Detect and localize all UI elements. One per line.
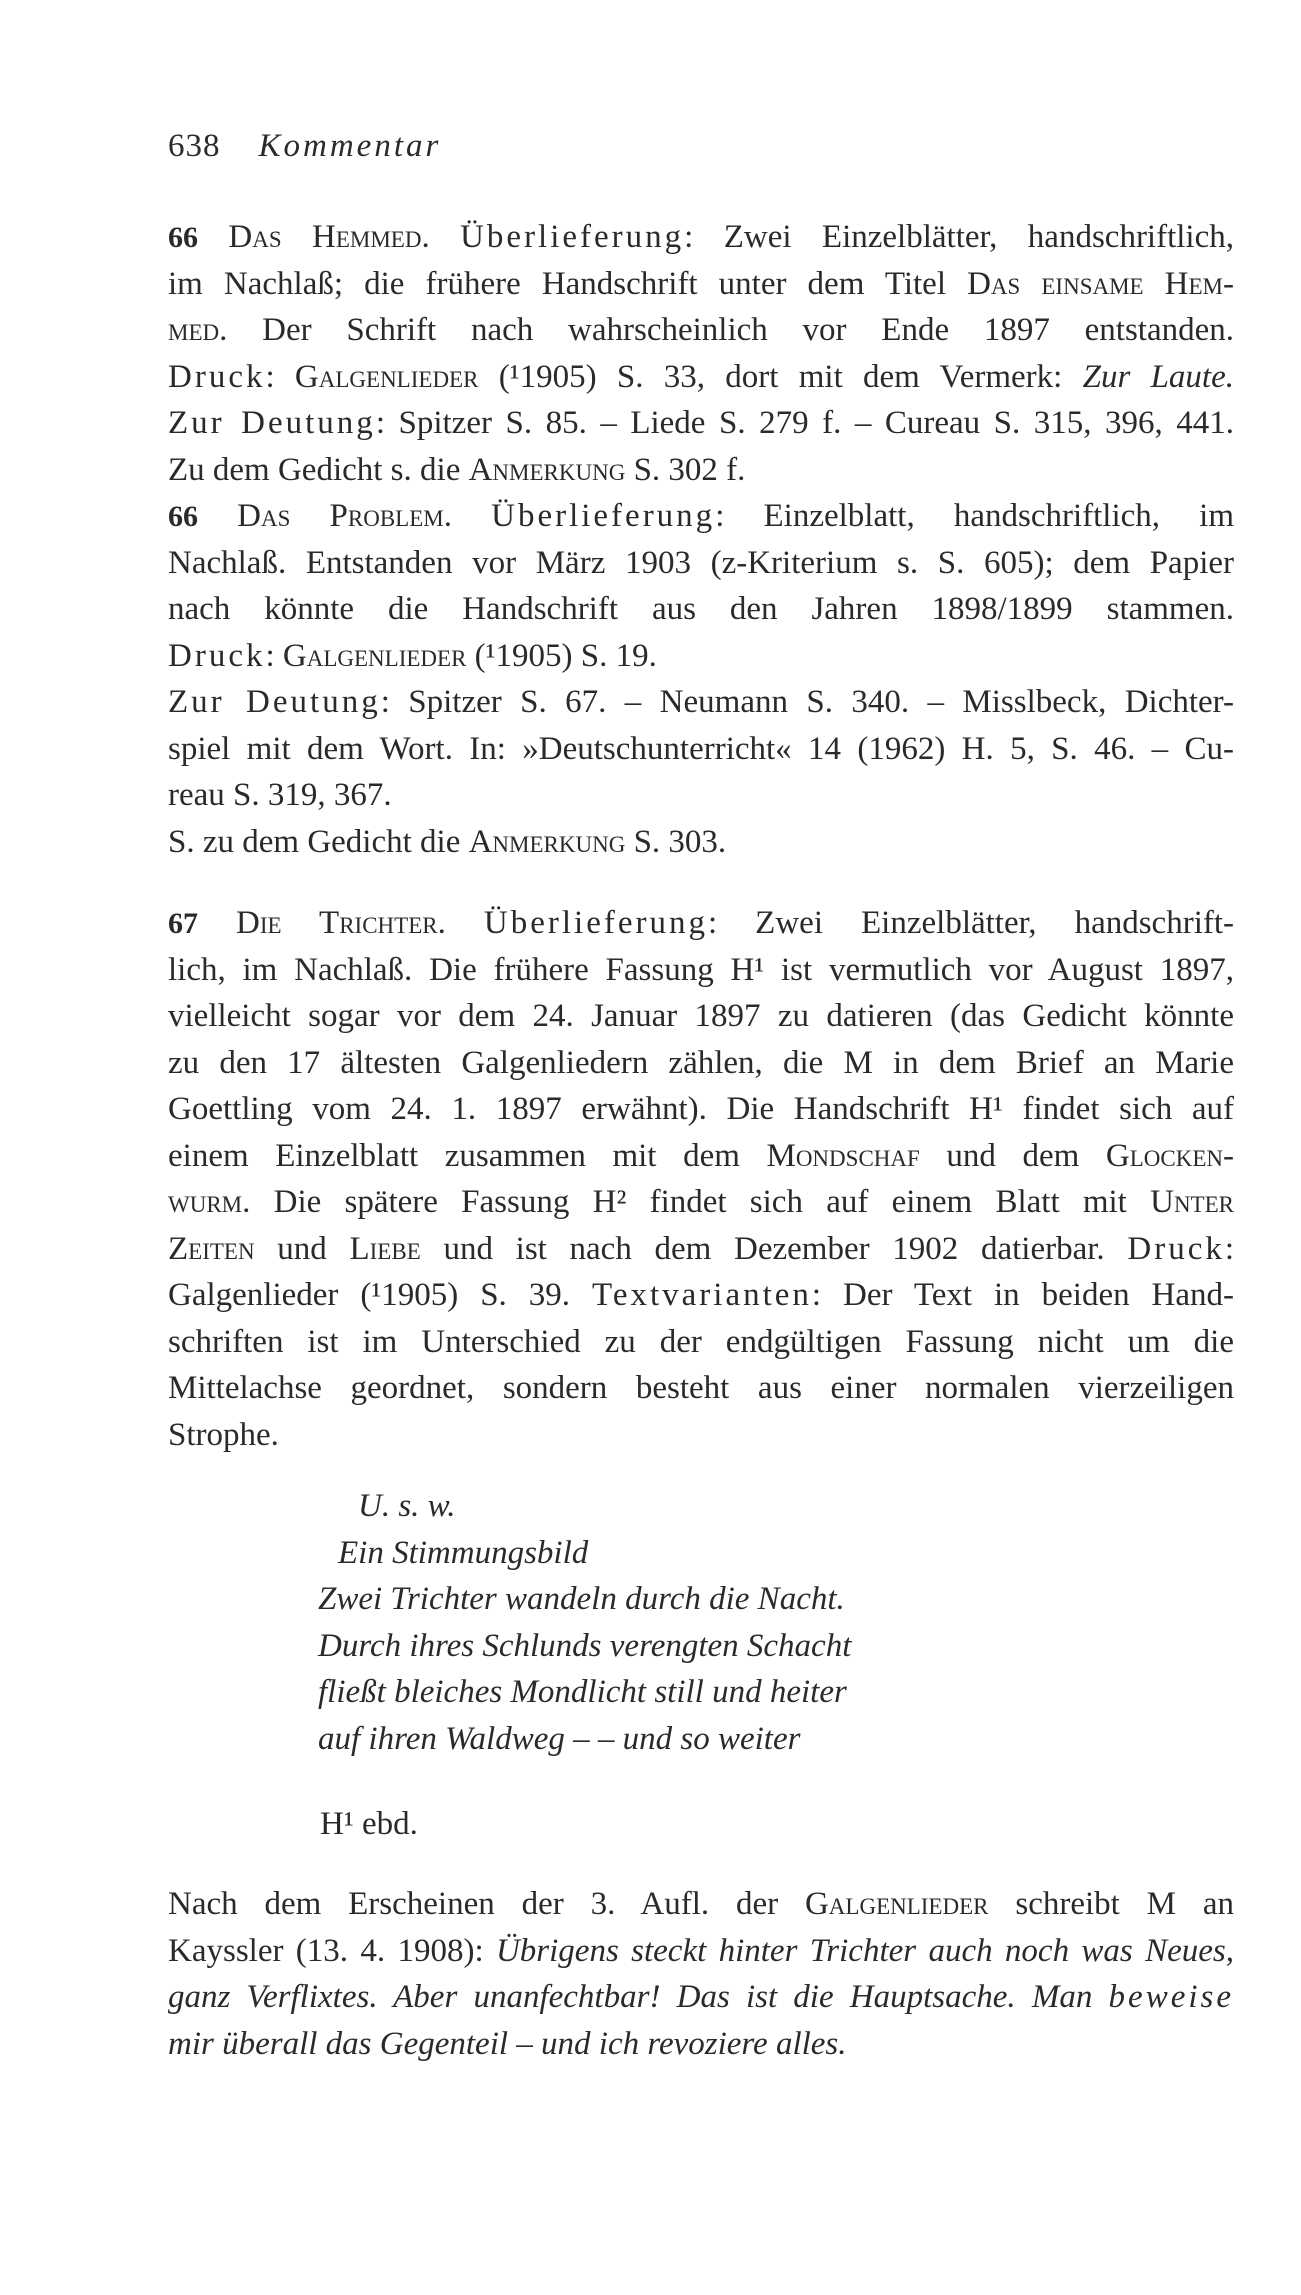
entry-number: 66	[168, 221, 198, 254]
text-line	[168, 947, 1234, 994]
text-line	[168, 1928, 1234, 1975]
text-line	[168, 1179, 1234, 1226]
section-label: Zur Deutung	[168, 684, 381, 720]
line-text: S. 302 f.	[633, 451, 746, 488]
text-line	[168, 1974, 1234, 2021]
text-line	[168, 1881, 1234, 1928]
text-line	[168, 1040, 1234, 1087]
page-number: 638	[168, 128, 221, 164]
line-text: schreibt M an	[1015, 1886, 1235, 1922]
line-text: : Zwei Einzelblätter, handschriftlich,	[684, 219, 1234, 255]
entry-number: 66	[168, 500, 198, 533]
text-line: 66 Das Problem. Überlieferung: Einzelblatt, handschriftlich, im	[168, 498, 1234, 534]
text-line	[168, 1365, 1234, 1412]
line-text: :	[265, 358, 275, 395]
text-line	[168, 307, 1234, 354]
title-reference: Galgenlieder	[804, 1886, 989, 1922]
line-text: . Der Schrift nach wahrscheinlich vor Ende 1897 entstanden.	[219, 312, 1234, 348]
section-label: Überlieferung	[491, 498, 716, 534]
entry-die-trichter	[168, 900, 1234, 1458]
poem-title: Die Trichter	[236, 905, 438, 941]
text-line	[168, 586, 1234, 633]
line-text: : Der Text in beiden Hand-	[811, 1277, 1235, 1313]
entry-number: 67	[168, 907, 198, 940]
line-text: einem Einzelblatt zusammen mit dem	[168, 1137, 740, 1174]
line-text: (¹1905) S. 33, dort mit dem Vermerk:	[498, 358, 1063, 395]
section-label: Druck	[1127, 1230, 1225, 1267]
quoted-poem	[318, 1483, 851, 1762]
section-label: Textvarianten	[591, 1277, 812, 1313]
text-line	[168, 726, 1234, 773]
manuscript-siglum: H¹ ebd.	[320, 1806, 418, 1842]
line-text: :	[265, 637, 275, 674]
text-line	[168, 679, 1234, 726]
line-text: : Einzelblatt, handschriftlich, im	[715, 498, 1234, 534]
title-reference: wurm	[168, 1184, 243, 1220]
running-title: Kommentar	[258, 128, 442, 164]
text-line	[168, 1086, 1234, 1133]
section-label: Zur Deutung	[168, 405, 376, 441]
line-text: : Spitzer S. 67. – Neumann S. 340. – Misslbeck, Dichter-	[380, 684, 1234, 720]
line-text: vielleicht sogar vor dem 24. Januar 1897 zu datieren (das Gedicht könnte	[168, 998, 1234, 1034]
italic-text: mir überall das Gegenteil – und ich revoziere alles.	[168, 2025, 847, 2062]
text-line	[168, 447, 1234, 494]
line-text: (¹1905) S. 19.	[474, 637, 657, 674]
italic-spaced-text: beweise	[1108, 1979, 1235, 2015]
title-reference: Das einsame Hem-	[967, 265, 1234, 302]
text-line	[168, 2021, 1234, 2068]
title-reference: Unter	[1150, 1184, 1234, 1220]
title-reference: Liebe	[349, 1230, 421, 1267]
title-reference: Anmerkung	[468, 451, 626, 488]
poem-line: Ein Stimmungsbild	[338, 1534, 589, 1571]
line-text: schriften ist im Unterschied zu der endgültigen Fassung nicht um die	[168, 1323, 1234, 1360]
line-text: und	[277, 1230, 327, 1267]
poem-title: Das Hemmed	[228, 219, 422, 255]
text-line	[168, 772, 1234, 819]
section-label: Druck	[168, 637, 266, 674]
line-text: im Nachlaß; die frühere Handschrift unter dem Titel	[168, 265, 946, 302]
line-text: . Die spätere Fassung H² findet sich auf einem Blatt mit	[242, 1184, 1127, 1220]
text-line	[168, 1412, 1234, 1459]
entry-das-hemmed	[168, 214, 1234, 493]
poem-line: U. s. w.	[358, 1488, 456, 1524]
title-reference: Glocken-	[1105, 1137, 1235, 1174]
text-line	[168, 993, 1234, 1040]
text-line	[168, 633, 1234, 680]
line-text: nach könnte die Handschrift aus den Jahren 1898/1899 stammen.	[168, 591, 1234, 627]
line-text: Goettling vom 24. 1. 1897 erwähnt). Die Handschrift H¹ findet sich auf	[168, 1091, 1234, 1127]
line-text: reau S. 319, 367.	[168, 777, 392, 813]
italic-text: Übrigens steckt hinter Trichter auch noch was Neues,	[495, 1932, 1234, 1969]
poem-title: Das Problem	[237, 498, 444, 534]
text-line	[168, 819, 1234, 866]
title-reference: Galgenlieder	[294, 358, 479, 395]
page-header	[168, 128, 441, 165]
line-text: und ist nach dem Dezember 1902 datierbar.	[443, 1230, 1105, 1267]
line-text: Nachlaß. Entstanden vor März 1903 (z-Kriterium s. S. 605); dem Papier	[168, 544, 1234, 581]
line-text: S. 303.	[633, 823, 727, 860]
section-label: Druck	[168, 358, 266, 395]
text-line	[168, 1226, 1234, 1273]
poem-line: Durch ihres Schlunds verengten Schacht	[318, 1627, 852, 1664]
closing-paragraph	[168, 1881, 1234, 2067]
text-line	[168, 354, 1234, 401]
line-text: Mittelachse geordnet, sondern besteht aus einer normalen vierzeiligen	[168, 1370, 1234, 1406]
text-line: 67 Die Trichter. Überlieferung: Zwei Einzelblätter, handschrift-	[168, 905, 1235, 941]
poem-line: Zwei Trichter wandeln durch die Nacht.	[318, 1581, 845, 1617]
line-text: Kayssler (13. 4. 1908):	[168, 1932, 484, 1969]
text-line	[168, 1272, 1234, 1319]
title-reference: Zeiten	[168, 1230, 255, 1267]
text-line	[168, 261, 1234, 308]
section-label: Überlieferung	[460, 219, 685, 255]
line-text: : Zwei Einzelblätter, handschrift-	[707, 905, 1235, 941]
line-text: und dem	[946, 1137, 1080, 1174]
line-text: lich, im Nachlaß. Die frühere Fassung H¹ ist vermutlich vor August 1897,	[168, 951, 1234, 988]
title-reference: med	[168, 312, 220, 348]
title-reference: Galgenlieder	[282, 637, 467, 674]
text-line: 66 Das Hemmed. Überlieferung: Zwei Einzelblätter, handschriftlich,	[168, 219, 1234, 255]
section-label: Überlieferung	[483, 905, 708, 941]
line-text: Strophe.	[168, 1416, 279, 1453]
line-text: : Spitzer S. 85. – Liede S. 279 f. – Cureau S. 315, 396, 441.	[375, 405, 1235, 441]
text-line	[168, 1133, 1234, 1180]
poem-line: auf ihren Waldweg – – und so weiter	[318, 1720, 801, 1757]
line-text: zu den 17 ältesten Galgenliedern zählen, die M in dem Brief an Marie	[168, 1044, 1234, 1081]
line-text: S. zu dem Gedicht die	[168, 823, 461, 860]
italic-text: ganz Verflixtes. Aber unanfechtbar! Das ist die Hauptsache. Man	[168, 1979, 1093, 2015]
line-text: Zu dem Gedicht s. die	[168, 451, 461, 488]
line-text: Galgenlieder (¹1905) S. 39.	[168, 1277, 571, 1313]
title-reference: Anmerkung	[468, 823, 626, 860]
line-text: spiel mit dem Wort. In: »Deutschunterricht« 14 (1962) H. 5, S. 46. – Cu-	[168, 730, 1234, 767]
text-line	[168, 1319, 1234, 1366]
text-line	[168, 400, 1234, 447]
line-text: Nach dem Erscheinen der 3. Aufl. der	[168, 1886, 779, 1922]
poem-line: fließt bleiches Mondlicht still und heiter	[318, 1674, 847, 1710]
title-reference: Mondschaf	[766, 1137, 920, 1174]
italic-text: Zur Laute.	[1082, 358, 1234, 395]
text-line	[168, 540, 1234, 587]
line-text: :	[1224, 1230, 1235, 1267]
entry-das-problem	[168, 493, 1234, 865]
